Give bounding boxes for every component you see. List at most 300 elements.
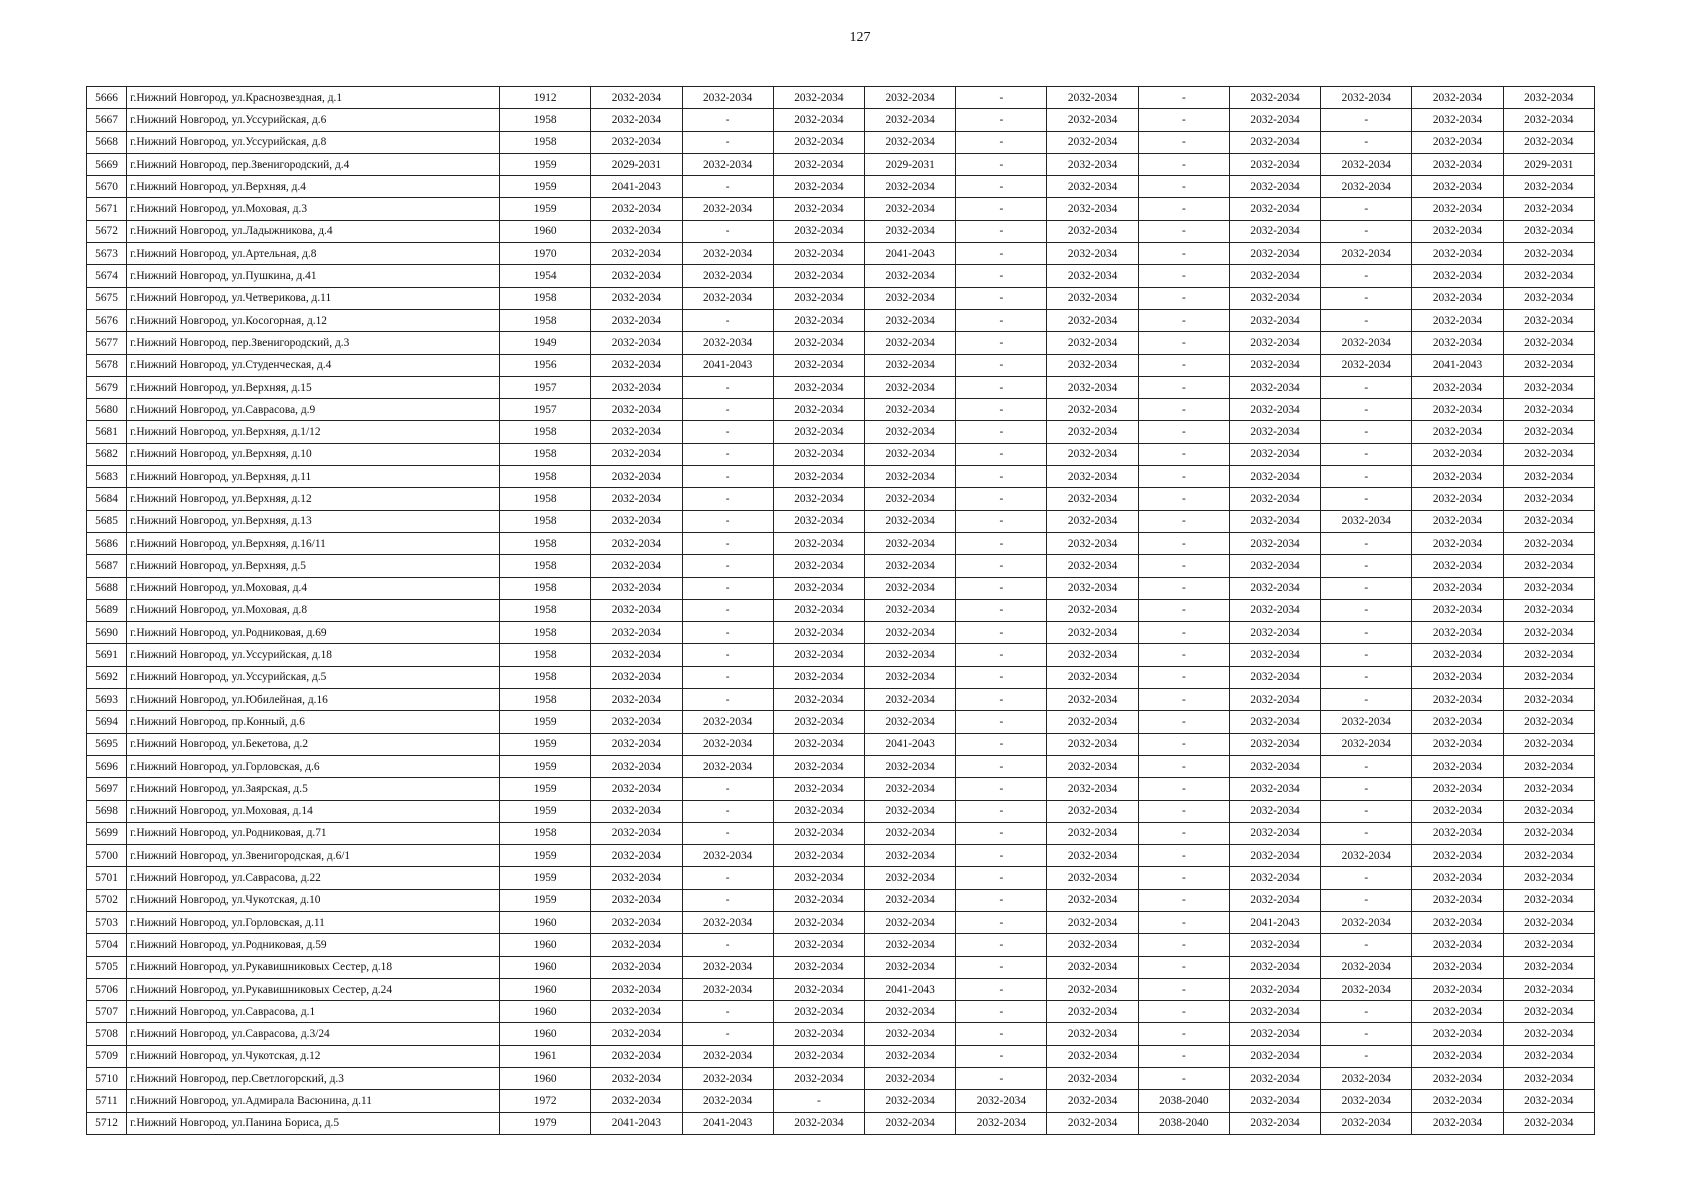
repair-period-3-cell: 2032-2034 <box>773 800 864 822</box>
repair-period-8-cell: 2032-2034 <box>1229 153 1320 175</box>
address-cell: г.Нижний Новгород, ул.Родниковая, д.59 <box>127 934 500 956</box>
repair-period-11-cell: 2032-2034 <box>1503 1068 1594 1090</box>
repair-period-6-cell: 2032-2034 <box>1047 421 1138 443</box>
repair-period-8-cell: 2032-2034 <box>1229 265 1320 287</box>
repair-period-6-cell: 2032-2034 <box>1047 911 1138 933</box>
repair-period-4-cell: 2032-2034 <box>865 644 956 666</box>
address-cell: г.Нижний Новгород, ул.Верхняя, д.12 <box>127 488 500 510</box>
repair-period-3-cell: 2032-2034 <box>773 1001 864 1023</box>
repair-period-9-cell: - <box>1321 109 1412 131</box>
repair-period-10-cell: 2032-2034 <box>1412 1023 1503 1045</box>
repair-period-10-cell: 2032-2034 <box>1412 376 1503 398</box>
repair-period-3-cell: 2032-2034 <box>773 555 864 577</box>
row-number-cell: 5683 <box>87 466 127 488</box>
build-year-cell: 1958 <box>500 131 591 153</box>
table-row <box>87 309 1595 331</box>
repair-period-3-cell: 2032-2034 <box>773 510 864 532</box>
repair-period-8-cell: 2032-2034 <box>1229 87 1320 109</box>
repair-period-5-cell: - <box>956 1001 1047 1023</box>
repair-period-6-cell: 2032-2034 <box>1047 87 1138 109</box>
repair-period-1-cell: 2041-2043 <box>591 1112 682 1134</box>
repair-period-1-cell: 2032-2034 <box>591 934 682 956</box>
repair-period-9-cell: - <box>1321 532 1412 554</box>
repair-period-2-cell: - <box>682 309 773 331</box>
repair-period-7-cell: - <box>1138 421 1229 443</box>
repair-period-5-cell: - <box>956 711 1047 733</box>
table-row <box>87 1068 1595 1090</box>
repair-period-10-cell: 2032-2034 <box>1412 220 1503 242</box>
address-cell: г.Нижний Новгород, ул.Моховая, д.4 <box>127 577 500 599</box>
repair-period-2-cell: - <box>682 443 773 465</box>
address-cell: г.Нижний Новгород, ул.Уссурийская, д.6 <box>127 109 500 131</box>
repair-period-11-cell: 2032-2034 <box>1503 577 1594 599</box>
repair-period-11-cell: 2029-2031 <box>1503 153 1594 175</box>
repair-period-7-cell: - <box>1138 911 1229 933</box>
repair-period-2-cell: - <box>682 689 773 711</box>
repair-period-1-cell: 2032-2034 <box>591 800 682 822</box>
repair-period-6-cell: 2032-2034 <box>1047 198 1138 220</box>
address-cell: г.Нижний Новгород, ул.Рукавишниковых Сестер, д.24 <box>127 978 500 1000</box>
address-cell: г.Нижний Новгород, пр.Конный, д.6 <box>127 711 500 733</box>
row-number-cell: 5693 <box>87 689 127 711</box>
repair-period-7-cell: - <box>1138 309 1229 331</box>
repair-period-1-cell: 2032-2034 <box>591 87 682 109</box>
repair-period-9-cell: - <box>1321 309 1412 331</box>
repair-period-7-cell: - <box>1138 510 1229 532</box>
address-cell: г.Нижний Новгород, ул.Косогорная, д.12 <box>127 309 500 331</box>
repair-period-4-cell: 2032-2034 <box>865 599 956 621</box>
table-row <box>87 666 1595 688</box>
repair-period-6-cell: 2032-2034 <box>1047 1068 1138 1090</box>
row-number-cell: 5676 <box>87 309 127 331</box>
repair-period-7-cell: - <box>1138 778 1229 800</box>
repair-period-1-cell: 2032-2034 <box>591 1001 682 1023</box>
repair-period-10-cell: 2032-2034 <box>1412 1045 1503 1067</box>
repair-period-2-cell: - <box>682 778 773 800</box>
repair-period-6-cell: 2032-2034 <box>1047 443 1138 465</box>
repair-period-1-cell: 2032-2034 <box>591 287 682 309</box>
build-year-cell: 1960 <box>500 220 591 242</box>
build-year-cell: 1959 <box>500 889 591 911</box>
repair-period-5-cell: - <box>956 622 1047 644</box>
row-number-cell: 5701 <box>87 867 127 889</box>
repair-period-1-cell: 2032-2034 <box>591 243 682 265</box>
repair-period-8-cell: 2032-2034 <box>1229 778 1320 800</box>
repair-period-8-cell: 2032-2034 <box>1229 510 1320 532</box>
repair-period-3-cell: 2032-2034 <box>773 867 864 889</box>
repair-period-2-cell: 2032-2034 <box>682 978 773 1000</box>
address-cell: г.Нижний Новгород, ул.Уссурийская, д.18 <box>127 644 500 666</box>
build-year-cell: 1960 <box>500 1023 591 1045</box>
repair-period-9-cell: - <box>1321 599 1412 621</box>
repair-period-7-cell: - <box>1138 243 1229 265</box>
repair-period-3-cell: - <box>773 1090 864 1112</box>
repair-period-2-cell: 2032-2034 <box>682 911 773 933</box>
repair-period-9-cell: - <box>1321 755 1412 777</box>
repair-period-6-cell: 2032-2034 <box>1047 153 1138 175</box>
repair-period-8-cell: 2032-2034 <box>1229 176 1320 198</box>
build-year-cell: 1949 <box>500 332 591 354</box>
table-row <box>87 1090 1595 1112</box>
row-number-cell: 5699 <box>87 822 127 844</box>
repair-period-3-cell: 2032-2034 <box>773 287 864 309</box>
address-cell: г.Нижний Новгород, ул.Уссурийская, д.8 <box>127 131 500 153</box>
repair-period-6-cell: 2032-2034 <box>1047 778 1138 800</box>
repair-period-4-cell: 2032-2034 <box>865 956 956 978</box>
repair-period-9-cell: - <box>1321 399 1412 421</box>
repair-period-10-cell: 2032-2034 <box>1412 265 1503 287</box>
repair-period-10-cell: 2032-2034 <box>1412 867 1503 889</box>
repair-period-3-cell: 2032-2034 <box>773 644 864 666</box>
repair-period-5-cell: - <box>956 354 1047 376</box>
repair-period-3-cell: 2032-2034 <box>773 1045 864 1067</box>
repair-period-10-cell: 2032-2034 <box>1412 198 1503 220</box>
repair-period-8-cell: 2032-2034 <box>1229 1068 1320 1090</box>
repair-period-7-cell: - <box>1138 1045 1229 1067</box>
row-number-cell: 5698 <box>87 800 127 822</box>
repair-period-5-cell: - <box>956 198 1047 220</box>
row-number-cell: 5688 <box>87 577 127 599</box>
repair-period-9-cell: 2032-2034 <box>1321 176 1412 198</box>
repair-period-3-cell: 2032-2034 <box>773 599 864 621</box>
row-number-cell: 5702 <box>87 889 127 911</box>
repair-period-6-cell: 2032-2034 <box>1047 555 1138 577</box>
row-number-cell: 5681 <box>87 421 127 443</box>
repair-period-2-cell: - <box>682 376 773 398</box>
repair-period-9-cell: 2032-2034 <box>1321 845 1412 867</box>
repair-period-6-cell: 2032-2034 <box>1047 243 1138 265</box>
repair-period-6-cell: 2032-2034 <box>1047 889 1138 911</box>
repair-period-2-cell: 2032-2034 <box>682 198 773 220</box>
repair-period-8-cell: 2032-2034 <box>1229 198 1320 220</box>
address-cell: г.Нижний Новгород, ул.Моховая, д.3 <box>127 198 500 220</box>
table-row <box>87 622 1595 644</box>
build-year-cell: 1959 <box>500 198 591 220</box>
repair-period-7-cell: - <box>1138 889 1229 911</box>
repair-period-2-cell: - <box>682 666 773 688</box>
repair-period-3-cell: 2032-2034 <box>773 532 864 554</box>
repair-period-4-cell: 2032-2034 <box>865 622 956 644</box>
repair-period-4-cell: 2032-2034 <box>865 87 956 109</box>
build-year-cell: 1958 <box>500 510 591 532</box>
build-year-cell: 1957 <box>500 399 591 421</box>
repair-period-5-cell: - <box>956 220 1047 242</box>
repair-period-9-cell: - <box>1321 867 1412 889</box>
repair-period-5-cell: - <box>956 421 1047 443</box>
build-year-cell: 1958 <box>500 666 591 688</box>
repair-period-5-cell: - <box>956 1023 1047 1045</box>
repair-period-2-cell: - <box>682 131 773 153</box>
repair-period-4-cell: 2032-2034 <box>865 1112 956 1134</box>
address-cell: г.Нижний Новгород, ул.Краснозвездная, д.1 <box>127 87 500 109</box>
repair-period-4-cell: 2041-2043 <box>865 978 956 1000</box>
repair-period-1-cell: 2032-2034 <box>591 421 682 443</box>
build-year-cell: 1959 <box>500 800 591 822</box>
repair-period-11-cell: 2032-2034 <box>1503 1112 1594 1134</box>
repair-period-10-cell: 2032-2034 <box>1412 733 1503 755</box>
repair-period-7-cell: - <box>1138 332 1229 354</box>
repair-period-4-cell: 2032-2034 <box>865 354 956 376</box>
repair-period-10-cell: 2032-2034 <box>1412 399 1503 421</box>
row-number-cell: 5697 <box>87 778 127 800</box>
repair-period-6-cell: 2032-2034 <box>1047 399 1138 421</box>
build-year-cell: 1961 <box>500 1045 591 1067</box>
repair-period-3-cell: 2032-2034 <box>773 755 864 777</box>
repair-period-3-cell: 2032-2034 <box>773 109 864 131</box>
repair-period-11-cell: 2032-2034 <box>1503 1023 1594 1045</box>
row-number-cell: 5707 <box>87 1001 127 1023</box>
row-number-cell: 5667 <box>87 109 127 131</box>
repair-period-11-cell: 2032-2034 <box>1503 421 1594 443</box>
repair-period-4-cell: 2041-2043 <box>865 243 956 265</box>
repair-period-3-cell: 2032-2034 <box>773 778 864 800</box>
repair-period-9-cell: - <box>1321 555 1412 577</box>
repair-period-4-cell: 2032-2034 <box>865 577 956 599</box>
repair-period-8-cell: 2032-2034 <box>1229 934 1320 956</box>
repair-period-5-cell: - <box>956 889 1047 911</box>
table-row <box>87 555 1595 577</box>
repair-period-5-cell: - <box>956 532 1047 554</box>
repair-period-11-cell: 2032-2034 <box>1503 87 1594 109</box>
repair-period-2-cell: - <box>682 599 773 621</box>
table-row <box>87 131 1595 153</box>
repair-period-4-cell: 2032-2034 <box>865 755 956 777</box>
repair-period-3-cell: 2032-2034 <box>773 198 864 220</box>
repair-period-11-cell: 2032-2034 <box>1503 198 1594 220</box>
repair-period-8-cell: 2032-2034 <box>1229 1112 1320 1134</box>
row-number-cell: 5666 <box>87 87 127 109</box>
repair-period-3-cell: 2032-2034 <box>773 689 864 711</box>
repair-period-1-cell: 2032-2034 <box>591 354 682 376</box>
repair-period-11-cell: 2032-2034 <box>1503 1090 1594 1112</box>
repair-period-8-cell: 2032-2034 <box>1229 822 1320 844</box>
table-row <box>87 644 1595 666</box>
repair-period-2-cell: - <box>682 220 773 242</box>
table-body <box>87 87 1595 1135</box>
table-row <box>87 532 1595 554</box>
address-cell: г.Нижний Новгород, ул.Моховая, д.8 <box>127 599 500 621</box>
address-cell: г.Нижний Новгород, ул.Верхняя, д.15 <box>127 376 500 398</box>
repair-period-9-cell: 2032-2034 <box>1321 87 1412 109</box>
repair-period-5-cell: - <box>956 555 1047 577</box>
row-number-cell: 5668 <box>87 131 127 153</box>
repair-period-7-cell: - <box>1138 153 1229 175</box>
repair-period-1-cell: 2032-2034 <box>591 911 682 933</box>
repair-period-10-cell: 2032-2034 <box>1412 599 1503 621</box>
repair-period-2-cell: 2032-2034 <box>682 332 773 354</box>
repair-period-9-cell: - <box>1321 1045 1412 1067</box>
repair-period-8-cell: 2032-2034 <box>1229 309 1320 331</box>
build-year-cell: 1958 <box>500 421 591 443</box>
repair-period-4-cell: 2032-2034 <box>865 466 956 488</box>
repair-period-9-cell: - <box>1321 198 1412 220</box>
repair-period-4-cell: 2032-2034 <box>865 867 956 889</box>
repair-period-6-cell: 2032-2034 <box>1047 599 1138 621</box>
repair-period-7-cell: - <box>1138 87 1229 109</box>
repair-period-2-cell: 2032-2034 <box>682 956 773 978</box>
repair-period-8-cell: 2032-2034 <box>1229 800 1320 822</box>
repair-period-8-cell: 2032-2034 <box>1229 332 1320 354</box>
repair-period-1-cell: 2032-2034 <box>591 577 682 599</box>
address-cell: г.Нижний Новгород, ул.Верхняя, д.13 <box>127 510 500 532</box>
repair-period-8-cell: 2032-2034 <box>1229 1045 1320 1067</box>
address-cell: г.Нижний Новгород, ул.Звенигородская, д.6/1 <box>127 845 500 867</box>
repair-period-8-cell: 2032-2034 <box>1229 689 1320 711</box>
repair-period-1-cell: 2032-2034 <box>591 1068 682 1090</box>
repair-period-4-cell: 2032-2034 <box>865 443 956 465</box>
row-number-cell: 5694 <box>87 711 127 733</box>
repair-period-1-cell: 2032-2034 <box>591 889 682 911</box>
build-year-cell: 1959 <box>500 778 591 800</box>
repair-period-2-cell: - <box>682 1023 773 1045</box>
repair-period-1-cell: 2032-2034 <box>591 822 682 844</box>
repair-period-9-cell: - <box>1321 443 1412 465</box>
repair-period-4-cell: 2032-2034 <box>865 488 956 510</box>
repair-period-9-cell: 2032-2034 <box>1321 354 1412 376</box>
repair-period-2-cell: - <box>682 488 773 510</box>
repair-period-7-cell: - <box>1138 443 1229 465</box>
repair-period-2-cell: 2032-2034 <box>682 1045 773 1067</box>
repair-period-11-cell: 2032-2034 <box>1503 1001 1594 1023</box>
repair-period-1-cell: 2041-2043 <box>591 176 682 198</box>
table-row <box>87 1001 1595 1023</box>
build-year-cell: 1958 <box>500 644 591 666</box>
address-cell: г.Нижний Новгород, ул.Родниковая, д.69 <box>127 622 500 644</box>
build-year-cell: 1958 <box>500 599 591 621</box>
repair-period-6-cell: 2032-2034 <box>1047 822 1138 844</box>
repair-period-5-cell: - <box>956 911 1047 933</box>
table-row <box>87 1112 1595 1134</box>
repair-period-8-cell: 2032-2034 <box>1229 466 1320 488</box>
repair-period-6-cell: 2032-2034 <box>1047 867 1138 889</box>
repair-period-10-cell: 2032-2034 <box>1412 622 1503 644</box>
repair-period-8-cell: 2032-2034 <box>1229 376 1320 398</box>
repair-period-4-cell: 2032-2034 <box>865 666 956 688</box>
repair-period-6-cell: 2032-2034 <box>1047 845 1138 867</box>
repair-period-4-cell: 2032-2034 <box>865 131 956 153</box>
repair-period-10-cell: 2032-2034 <box>1412 577 1503 599</box>
repair-period-9-cell: - <box>1321 488 1412 510</box>
repair-period-11-cell: 2032-2034 <box>1503 243 1594 265</box>
table-row <box>87 689 1595 711</box>
build-year-cell: 1970 <box>500 243 591 265</box>
repair-period-11-cell: 2032-2034 <box>1503 666 1594 688</box>
repair-period-2-cell: - <box>682 934 773 956</box>
build-year-cell: 1958 <box>500 822 591 844</box>
address-cell: г.Нижний Новгород, ул.Четверикова, д.11 <box>127 287 500 309</box>
repair-period-10-cell: 2032-2034 <box>1412 153 1503 175</box>
repair-period-6-cell: 2032-2034 <box>1047 1001 1138 1023</box>
repair-period-5-cell: - <box>956 845 1047 867</box>
repair-period-8-cell: 2032-2034 <box>1229 1001 1320 1023</box>
repair-period-10-cell: 2032-2034 <box>1412 711 1503 733</box>
repair-period-4-cell: 2032-2034 <box>865 822 956 844</box>
repair-period-1-cell: 2032-2034 <box>591 443 682 465</box>
repair-period-5-cell: - <box>956 87 1047 109</box>
repair-period-8-cell: 2032-2034 <box>1229 109 1320 131</box>
address-cell: г.Нижний Новгород, ул.Верхняя, д.16/11 <box>127 532 500 554</box>
repair-period-2-cell: 2032-2034 <box>682 265 773 287</box>
repair-period-1-cell: 2032-2034 <box>591 555 682 577</box>
address-cell: г.Нижний Новгород, ул.Уссурийская, д.5 <box>127 666 500 688</box>
address-cell: г.Нижний Новгород, ул.Саврасова, д.3/24 <box>127 1023 500 1045</box>
repair-period-6-cell: 2032-2034 <box>1047 689 1138 711</box>
repair-period-1-cell: 2032-2034 <box>591 220 682 242</box>
build-year-cell: 1960 <box>500 1001 591 1023</box>
repair-period-9-cell: 2032-2034 <box>1321 733 1412 755</box>
address-cell: г.Нижний Новгород, ул.Саврасова, д.1 <box>127 1001 500 1023</box>
repair-period-5-cell: - <box>956 599 1047 621</box>
repair-period-2-cell: - <box>682 421 773 443</box>
repair-period-7-cell: - <box>1138 822 1229 844</box>
repair-period-4-cell: 2032-2034 <box>865 532 956 554</box>
repair-period-2-cell: 2032-2034 <box>682 733 773 755</box>
address-cell: г.Нижний Новгород, ул.Верхняя, д.11 <box>127 466 500 488</box>
repair-period-5-cell: 2032-2034 <box>956 1090 1047 1112</box>
repair-period-2-cell: - <box>682 555 773 577</box>
repair-period-4-cell: 2032-2034 <box>865 309 956 331</box>
repair-period-3-cell: 2032-2034 <box>773 87 864 109</box>
repair-period-10-cell: 2032-2034 <box>1412 1112 1503 1134</box>
repair-period-11-cell: 2032-2034 <box>1503 956 1594 978</box>
repair-period-7-cell: - <box>1138 622 1229 644</box>
build-year-cell: 1954 <box>500 265 591 287</box>
repair-period-10-cell: 2032-2034 <box>1412 911 1503 933</box>
repair-period-4-cell: 2032-2034 <box>865 845 956 867</box>
repair-period-8-cell: 2032-2034 <box>1229 354 1320 376</box>
repair-period-1-cell: 2032-2034 <box>591 532 682 554</box>
repair-period-11-cell: 2032-2034 <box>1503 510 1594 532</box>
repair-period-1-cell: 2032-2034 <box>591 622 682 644</box>
table-row <box>87 577 1595 599</box>
repair-period-10-cell: 2032-2034 <box>1412 555 1503 577</box>
table-row <box>87 956 1595 978</box>
repair-period-9-cell: 2032-2034 <box>1321 153 1412 175</box>
repair-period-2-cell: 2041-2043 <box>682 354 773 376</box>
repair-period-10-cell: 2032-2034 <box>1412 956 1503 978</box>
repair-period-5-cell: - <box>956 1068 1047 1090</box>
repair-period-7-cell: - <box>1138 176 1229 198</box>
repair-period-2-cell: 2041-2043 <box>682 1112 773 1134</box>
repair-period-1-cell: 2032-2034 <box>591 1023 682 1045</box>
repair-period-2-cell: 2032-2034 <box>682 1090 773 1112</box>
table-row <box>87 822 1595 844</box>
repair-period-7-cell: - <box>1138 532 1229 554</box>
repair-period-2-cell: 2032-2034 <box>682 755 773 777</box>
repair-period-4-cell: 2032-2034 <box>865 510 956 532</box>
repair-period-11-cell: 2032-2034 <box>1503 309 1594 331</box>
repair-period-8-cell: 2032-2034 <box>1229 555 1320 577</box>
build-year-cell: 1972 <box>500 1090 591 1112</box>
repair-period-3-cell: 2032-2034 <box>773 309 864 331</box>
table-row <box>87 978 1595 1000</box>
repair-period-1-cell: 2032-2034 <box>591 711 682 733</box>
build-year-cell: 1959 <box>500 176 591 198</box>
repair-period-11-cell: 2032-2034 <box>1503 176 1594 198</box>
repair-period-1-cell: 2032-2034 <box>591 399 682 421</box>
repair-period-8-cell: 2032-2034 <box>1229 956 1320 978</box>
repair-period-6-cell: 2032-2034 <box>1047 577 1138 599</box>
repair-period-2-cell: 2032-2034 <box>682 1068 773 1090</box>
repair-period-4-cell: 2032-2034 <box>865 555 956 577</box>
repair-period-3-cell: 2032-2034 <box>773 354 864 376</box>
repair-period-2-cell: 2032-2034 <box>682 87 773 109</box>
table-row <box>87 354 1595 376</box>
repair-period-11-cell: 2032-2034 <box>1503 109 1594 131</box>
repair-period-7-cell: - <box>1138 265 1229 287</box>
repair-period-2-cell: 2032-2034 <box>682 845 773 867</box>
repair-period-6-cell: 2032-2034 <box>1047 666 1138 688</box>
